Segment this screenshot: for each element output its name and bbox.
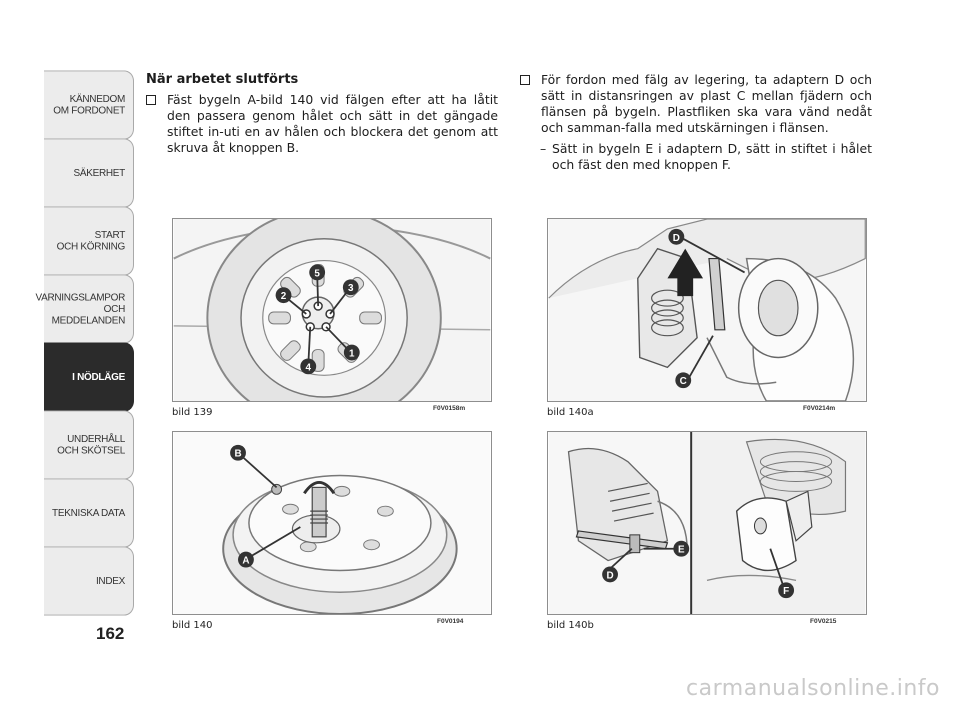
- bolt-label-5: 5: [314, 268, 320, 280]
- instruction-substep: [520, 141, 872, 173]
- part-label-e: E: [677, 544, 685, 556]
- bullet-text: Fäst bygeln A-bild 140 vid fälgen efter att ha låtit den passera genom hålet och sätt in det gängade stiftet in-uti en av hålen och blockera det genom att skruva åt knoppen B.: [167, 92, 498, 155]
- right-text-column: [520, 72, 872, 173]
- figure-140a-adapter: [547, 218, 867, 402]
- part-label-d: D: [606, 570, 614, 582]
- figure-code: F0V0214m: [803, 405, 836, 412]
- tab-sakerhet[interactable]: SÄKERHET: [44, 138, 134, 207]
- tab-start[interactable]: START OCH KÖRNING: [44, 206, 134, 275]
- substep-text: Sätt in bygeln E i adaptern D, sätt in stiftet i hålet och fäst den med knoppen F.: [552, 141, 872, 172]
- bullet-text: För fordon med fälg av legering, ta adaptern D och sätt in distansringen av plast C mellan fjädern och flänsen på bygeln. Plastfliken ska vara vänd nedåt och samman-falla med utskärningen i flänsen.: [541, 72, 872, 135]
- figure-140b-bracket-knob: [547, 431, 867, 615]
- figure-caption: bild 140a: [547, 407, 594, 418]
- figure-code: F0V0158m: [433, 405, 466, 412]
- part-label-a: A: [242, 555, 250, 567]
- tab-index[interactable]: INDEX: [44, 546, 134, 615]
- figure-139-wheel-bolts: [172, 218, 492, 402]
- tab-tekniska-data[interactable]: TEKNISKA DATA: [44, 478, 134, 547]
- tab-i-nodlage[interactable]: I NÖDLÄGE: [44, 342, 134, 411]
- bolt-label-3: 3: [348, 283, 354, 295]
- part-label-c: C: [679, 376, 687, 388]
- tab-kannedom[interactable]: KÄNNEDOM OM FORDONET: [44, 70, 134, 139]
- figure-caption: bild 140: [172, 620, 213, 631]
- part-label-b: B: [234, 448, 242, 460]
- watermark: carmanualsonline.info: [686, 676, 940, 701]
- figure-code: F0V0215: [810, 618, 837, 625]
- bracket-knob-illustration: [548, 432, 866, 614]
- figure-caption: bild 139: [172, 407, 213, 418]
- figure-caption: bild 140b: [547, 620, 594, 631]
- checkbox-bullet-icon: [520, 75, 530, 85]
- bolt-label-2: 2: [280, 291, 287, 303]
- figure-140-spare-wheel-bracket: [172, 431, 492, 615]
- wheel-illustration: [173, 219, 491, 401]
- tab-varningslampor[interactable]: VARNINGSLAMPOR OCH MEDDELANDEN: [44, 274, 134, 343]
- page-number: 162: [96, 624, 125, 643]
- dash-marker: –: [540, 141, 547, 156]
- bolt-label-4: 4: [305, 362, 312, 374]
- checkbox-bullet-icon: [146, 95, 156, 105]
- part-label-d: D: [672, 232, 680, 244]
- instruction-bullet: [520, 72, 872, 136]
- instruction-bullet: [146, 92, 498, 156]
- left-text-column: [146, 72, 498, 156]
- bolt-label-1: 1: [349, 348, 355, 360]
- section-heading: När arbetet slutförts: [146, 72, 299, 87]
- adapter-illustration: [548, 219, 866, 401]
- tab-underhall[interactable]: UNDERHÅLL OCH SKÖTSEL: [44, 410, 134, 479]
- figure-code: F0V0194: [437, 618, 464, 625]
- part-label-f: F: [783, 586, 790, 598]
- spare-wheel-illustration: [173, 432, 491, 614]
